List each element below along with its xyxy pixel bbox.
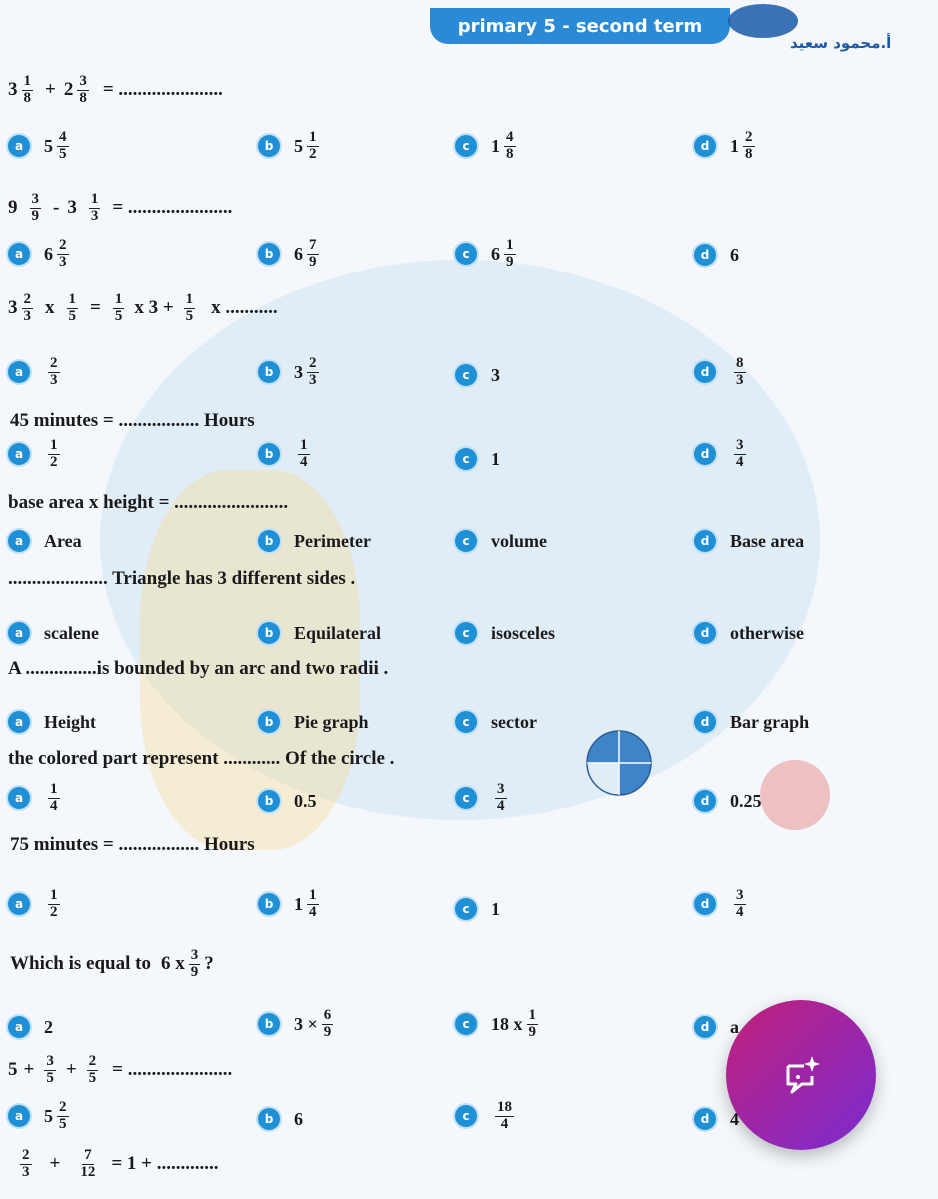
q8-option-b[interactable]: b 0.5 <box>258 790 317 812</box>
q2-option-d[interactable]: d 6 <box>694 244 739 266</box>
q2-option-c[interactable]: c 6 $\frac{1}{9}$ <box>455 238 520 271</box>
q1-option-a[interactable]: a 5 $\frac{4}{5}$ <box>8 130 73 163</box>
question-2: 9 $\frac{3}{9}$ - 3 $\frac{1}{3}$ = ...................... <box>8 191 233 224</box>
q10-option-d[interactable]: d a <box>694 1016 739 1038</box>
term-banner <box>430 8 730 44</box>
sparkle-chat-icon <box>778 1052 824 1098</box>
q4-option-b[interactable]: b $\frac{1}{4}$ <box>258 438 314 471</box>
q11-option-c[interactable]: c $\frac{18}{4}$ <box>455 1100 518 1133</box>
q9-option-c[interactable]: c 1 <box>455 898 500 920</box>
q9-option-d[interactable]: d $\frac{3}{4}$ <box>694 888 750 921</box>
ai-assist-button[interactable] <box>726 1000 876 1150</box>
q8-option-a[interactable]: a $\frac{1}{4}$ <box>8 782 64 815</box>
q8-option-d[interactable]: d 0.25 <box>694 790 762 812</box>
question-6: ..................... Triangle has 3 different sides . <box>8 568 356 589</box>
question-7: A ...............is bounded by an arc and two radii . <box>8 658 389 679</box>
logo-swoosh <box>728 4 798 38</box>
q5-option-c[interactable]: c volume <box>455 530 547 552</box>
q6-option-b[interactable]: b Equilateral <box>258 622 381 644</box>
author-logo: أ.محمود سعيد <box>790 34 892 52</box>
q8-option-c[interactable]: c $\frac{3}{4}$ <box>455 782 511 815</box>
q5-option-d[interactable]: d Base area <box>694 530 804 552</box>
q6-option-d[interactable]: d otherwise <box>694 622 804 644</box>
q2-option-b[interactable]: b 6 $\frac{7}{9}$ <box>258 238 323 271</box>
q11-option-b[interactable]: b 6 <box>258 1108 303 1130</box>
question-11: 5 + $\frac{3}{5}$ + $\frac{2}{5}$ = ...................... <box>8 1053 233 1086</box>
q3-option-a[interactable]: a $\frac{2}{3}$ <box>8 356 64 389</box>
q10-option-c[interactable]: c 18 x $\frac{1}{9}$ <box>455 1008 542 1041</box>
q3-option-b[interactable]: b 3 $\frac{2}{3}$ <box>258 356 323 389</box>
question-3: 3 $\frac{2}{3}$ x $\frac{1}{5}$ = $\frac{1}{5}$ x 3 + $\frac{1}{5}$ x ........... <box>8 291 278 324</box>
q11-option-a[interactable]: a 5 $\frac{2}{5}$ <box>8 1100 73 1133</box>
question-1: 3 $\frac{1}{8}$ + 2 $\frac{3}{8}$ = ...................... <box>8 73 223 106</box>
question-9: 75 minutes = ................. Hours <box>10 834 255 855</box>
q4-option-a[interactable]: a $\frac{1}{2}$ <box>8 438 64 471</box>
q7-option-a[interactable]: a Height <box>8 711 96 733</box>
q9-option-b[interactable]: b 1 $\frac{1}{4}$ <box>258 888 323 921</box>
q1-option-c[interactable]: c 1 $\frac{4}{8}$ <box>455 130 520 163</box>
q1-option-b[interactable]: b 5 $\frac{1}{2}$ <box>258 130 323 163</box>
q2-option-a[interactable]: a 6 $\frac{2}{3}$ <box>8 238 73 271</box>
question-5: base area x height = ........................ <box>8 492 289 513</box>
term-title: primary 5 - second term <box>457 15 703 37</box>
q7-option-c[interactable]: c sector <box>455 711 537 733</box>
q9-option-a[interactable]: a $\frac{1}{2}$ <box>8 888 64 921</box>
question-8: the colored part represent ............ Of the circle . <box>8 748 395 769</box>
q3-option-c[interactable]: c 3 <box>455 364 500 386</box>
question-12: $\frac{2}{3}$ + $\frac{7}{12}$ = 1 + ............. <box>22 1147 219 1180</box>
background-apple <box>760 760 830 830</box>
q11-option-d[interactable]: d 4 <box>694 1108 739 1130</box>
q3-option-d[interactable]: d $\frac{8}{3}$ <box>694 356 750 389</box>
q5-option-a[interactable]: a Area <box>8 530 82 552</box>
q1-option-d[interactable]: d 1 $\frac{2}{8}$ <box>694 130 759 163</box>
pie-circle-figure <box>586 730 652 796</box>
q5-option-b[interactable]: b Perimeter <box>258 530 371 552</box>
q6-option-a[interactable]: a scalene <box>8 622 99 644</box>
q4-option-d[interactable]: d $\frac{3}{4}$ <box>694 438 750 471</box>
q4-option-c[interactable]: c 1 <box>455 448 500 470</box>
q10-option-a[interactable]: a 2 <box>8 1016 53 1038</box>
q6-option-c[interactable]: c isosceles <box>455 622 555 644</box>
question-10: Which is equal to 6 x $\frac{3}{9}$ ? <box>10 947 214 980</box>
question-4: 45 minutes = ................. Hours <box>10 410 255 431</box>
q7-option-d[interactable]: d Bar graph <box>694 711 809 733</box>
q10-option-b[interactable]: b 3 × $\frac{6}{9}$ <box>258 1008 337 1041</box>
q7-option-b[interactable]: b Pie graph <box>258 711 369 733</box>
